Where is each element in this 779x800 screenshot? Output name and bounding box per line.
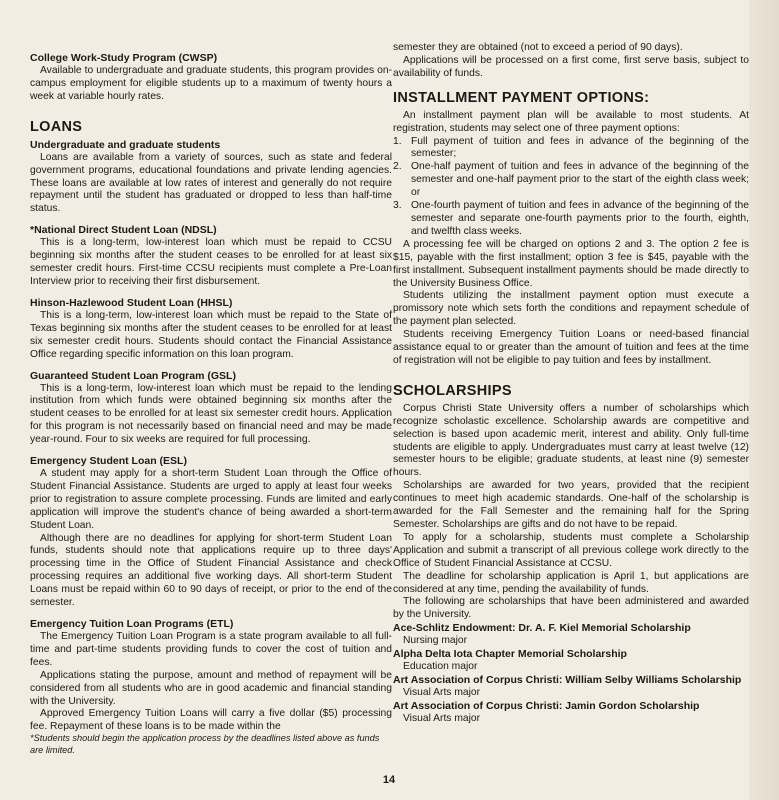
ndsl-text: This is a long-term, low-interest loan which must be repaid to CCSU beginning six months after the student ceases to be enrolled for at least six semester credit hours. First-time CCSU recipients must complete a Pre-Loan Interview prior to receiving their first disbursement.: [30, 237, 392, 287]
scholarship-major: Nursing major: [403, 635, 468, 647]
processing-fee-text: A processing fee will be charged on options 2 and 3. The option 2 fee is $15, payable with the first installment; option 3 fee is $45, payable with the first installment. Subsequent installment payments should be made directly to the University Business Office.: [393, 238, 749, 289]
hhsl-text: This is a long-term, low-interest loan which must be repaid to the State of Texas beginning six months after the student ceases to be enrolled for at least six semester credit hours. Students should contact the Financial Assistance Office regarding specific information on this loan program.: [30, 309, 392, 360]
page-number: 14: [382, 774, 396, 786]
scholarships-text-1: Corpus Christi State University offers a number of scholarships which recognize scholastic excellence. Scholarship awards are competitive and selection is based upon academic merit, interest and ability. Only full-time students are eligible to apply. Undergraduates must carry at least twelve (12) semester hours to be eligible; graduate students, at least nine (9) semester hours.: [393, 402, 749, 479]
esl-title: Emergency Student Loan (ESL): [30, 455, 187, 468]
etl-text-1: The Emergency Tuition Loan Program is a state program available to all full-time and part-time students providing funds to cover the cost of tuition and fees.: [30, 631, 392, 668]
scholarships-heading: SCHOLARSHIPS: [393, 382, 512, 399]
esl-text-1: A student may apply for a short-term Student Loan through the Office of Student Financial Assistance. Students are urged to apply at least four weeks prior to registration to assure complete processing. Funds are limited and early application will improve the student's chance of being awarded a short-term Student Loan.: [30, 468, 392, 531]
scholarships-text-3: To apply for a scholarship, students must complete a Scholarship Application and submit a transcript of all previous college work directly to the Office of Student Financial Assistance at CCSU.: [393, 531, 749, 569]
cwsp-text: Available to undergraduate and graduate students, this program provides on-campus employment for eligible students up to a maximum of twenty hours a week at variable hourly rates.: [30, 65, 392, 102]
list-item: 1. Full payment of tuition and fees in advance of the beginning of the semester;: [393, 135, 749, 160]
page-edge: [749, 0, 779, 800]
scholarships-text-5: The following are scholarships that have been administered and awarded by the University.: [393, 596, 749, 621]
right-column: [393, 42, 749, 726]
scholarship-major: Visual Arts major: [403, 712, 481, 724]
promissory-note-text: Students utilizing the installment payment option must execute a promissory note which sets forth the conditions and repayment schedule of the payment plan selected.: [393, 290, 749, 328]
etl-title: Emergency Tuition Loan Programs (ETL): [30, 618, 234, 630]
etl-text-2: Applications stating the purpose, amount and method of repayment will be considered from all students who are in good academic and financial standing with the University.: [30, 669, 392, 707]
list-item: 2. One-half payment of tuition and fees in advance of the beginning of the semester and one-half payment prior to the start of the eighth class week; or: [393, 161, 749, 199]
ug-title: Undergraduate and graduate students: [30, 138, 221, 151]
continued-text-2: Applications will be processed on a first come, first serve basis, subject to availability of funds.: [393, 54, 749, 79]
scholarship-list: [393, 622, 749, 726]
continued-text-1: semester they are obtained (not to exceed a period of 90 days).: [393, 42, 683, 53]
gsl-title: Guaranteed Student Loan Program (GSL): [30, 369, 236, 382]
payment-options-list: [393, 136, 749, 239]
ndsl-title: *National Direct Student Loan (NDSL): [30, 224, 217, 237]
loans-heading: LOANS: [30, 118, 83, 135]
scholarships-text-2: Scholarships are awarded for two years, provided that the recipient continues to meet high academic standards. One-half of the scholarship is awarded for the Fall Semester and the remaining half for the Spring Semester. Scholarships are gifts and do not have to be repaid.: [393, 480, 749, 530]
scholarship-name: Ace-Schlitz Endowment: Dr. A. F. Kiel Memorial Scholarship: [393, 622, 691, 635]
list-item: 3. One-fourth payment of tuition and fees in advance of the beginning of the semester and separate one-fourth payments prior to the fourth, eighth, and twelfth class weeks.: [393, 200, 749, 237]
installment-intro: An installment payment plan will be available to most students. At registration, students may select one of three payment options:: [393, 109, 749, 134]
cwsp-title: College Work-Study Program (CWSP): [30, 52, 218, 64]
scholarship-major: Education major: [403, 661, 478, 673]
esl-text-2: Although there are no deadlines for applying for short-term Student Loan funds, students should note that applications require up to three days' processing time in the Office of Student Financial Assistance and check processing requires an additional five working days. All short-term Student Loans must be repaid within 60 to 90 days of receipt, or prior to the end of the semester.: [30, 532, 392, 609]
scholarships-text-4: The deadline for scholarship application is April 1, but applications are considered at any time, pending the availability of funds.: [393, 570, 749, 595]
footnote: *Students should begin the application process by the deadlines listed above as funds are limited.: [30, 733, 380, 755]
scholarship-name: Art Association of Corpus Christi: Jamin Gordon Scholarship: [393, 699, 700, 712]
installment-heading: INSTALLMENT PAYMENT OPTIONS:: [393, 89, 650, 106]
etl-eligibility-text: Students receiving Emergency Tuition Loans or need-based financial assistance equal to or greater than the amount of tuition and fees at the time of registration will not be eligible to pay tuition and fees by installment.: [393, 329, 749, 366]
left-column: [30, 52, 392, 734]
scholarship-major: Visual Arts major: [403, 687, 481, 699]
hhsl-title: Hinson-Hazlewood Student Loan (HHSL): [30, 296, 233, 309]
ug-text: Loans are available from a variety of sources, such as state and federal government programs, educational foundations and private lending agencies. These loans are available at low rates of interest and generally do not require repayment until the student has graduated or dropped to less than half-time status.: [30, 151, 392, 215]
etl-text-3: Approved Emergency Tuition Loans will carry a five dollar ($5) processing fee. Repayment of these loans is to be made within the: [30, 708, 392, 733]
scholarship-name: Alpha Delta Iota Chapter Memorial Scholarship: [393, 648, 627, 661]
gsl-text: This is a long-term, low-interest loan which must be repaid to the lending institution from which funds were obtained beginning six months after the student ceases to be enrolled for at least six semester credit hours. Application for this program is not necessarily based on financial need and may be made year-round. Four to six weeks are required for full processing.: [30, 382, 392, 446]
scholarship-name: Art Association of Corpus Christi: William Selby Williams Scholarship: [393, 674, 742, 687]
